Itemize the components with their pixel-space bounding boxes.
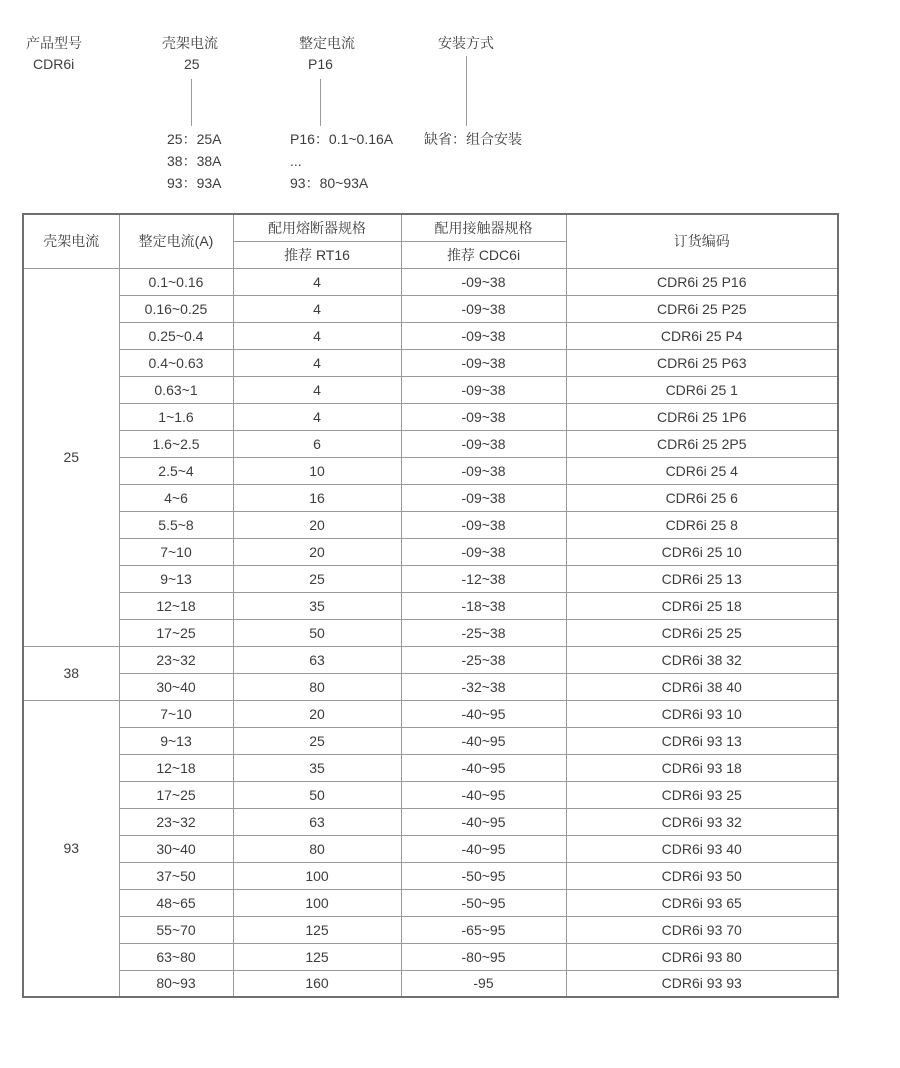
setting-current-cell: 0.63~1 [119,376,233,403]
setting-current-cell: 5.5~8 [119,511,233,538]
table-row [23,754,838,781]
order-code-cell: CDR6i 25 18 [566,592,838,619]
setting-current-cell: 12~18 [119,592,233,619]
order-code-cell: CDR6i 25 1P6 [566,403,838,430]
contactor-spec-cell: -09~38 [401,349,566,376]
table-row [23,376,838,403]
order-code-cell: CDR6i 93 40 [566,835,838,862]
table-row [23,592,838,619]
setting-current-cell: 0.25~0.4 [119,322,233,349]
contactor-spec-cell: -40~95 [401,781,566,808]
header-fuse-recommend: 推荐 RT16 [233,241,401,268]
order-code-cell: CDR6i 25 P4 [566,322,838,349]
order-code-cell: CDR6i 25 P25 [566,295,838,322]
order-code-cell: CDR6i 93 50 [566,862,838,889]
table-row [23,268,838,295]
fuse-spec-cell: 4 [233,376,401,403]
contactor-spec-cell: -09~38 [401,295,566,322]
fuse-spec-cell: 4 [233,295,401,322]
table-row [23,511,838,538]
frame-current-notes [167,128,221,194]
table-row [23,349,838,376]
table-row [23,808,838,835]
setting-current-cell: 9~13 [119,727,233,754]
frame-note: 93：93A [167,175,222,191]
order-code-cell: CDR6i 25 P63 [566,349,838,376]
contactor-spec-cell: -40~95 [401,835,566,862]
fuse-spec-cell: 50 [233,781,401,808]
order-code-cell: CDR6i 93 25 [566,781,838,808]
order-code-cell: CDR6i 25 8 [566,511,838,538]
order-code-cell: CDR6i 25 6 [566,484,838,511]
fuse-spec-cell: 20 [233,700,401,727]
order-code-cell: CDR6i 93 18 [566,754,838,781]
header-contactor-spec: 配用接触器规格 [401,214,566,241]
order-code-cell: CDR6i 25 2P5 [566,430,838,457]
order-code-cell: CDR6i 38 32 [566,646,838,673]
header-frame-current: 壳架电流 [23,214,119,268]
table-row [23,295,838,322]
fuse-spec-cell: 80 [233,835,401,862]
table-row [23,862,838,889]
frame-current-cell: 25 [23,268,119,646]
install-mode-notes [424,128,522,150]
header-setting-current: 整定电流(A) [119,214,233,268]
setting-current-cell: 30~40 [119,835,233,862]
order-code-cell: CDR6i 25 1 [566,376,838,403]
setting-current-cell: 17~25 [119,619,233,646]
order-code-cell: CDR6i 93 93 [566,970,838,997]
contactor-spec-cell: -25~38 [401,646,566,673]
setting-current-cell: 80~93 [119,970,233,997]
fuse-spec-cell: 100 [233,862,401,889]
table-row [23,430,838,457]
table-row [23,943,838,970]
table-row [23,619,838,646]
order-code-cell: CDR6i 93 32 [566,808,838,835]
table-row [23,646,838,673]
product-model-label: 产品型号 [26,35,82,51]
contactor-spec-cell: -09~38 [401,511,566,538]
fuse-spec-cell: 4 [233,322,401,349]
setting-current-cell: 0.1~0.16 [119,268,233,295]
contactor-spec-cell: -40~95 [401,700,566,727]
table-row [23,835,838,862]
fuse-spec-cell: 10 [233,457,401,484]
fuse-spec-cell: 4 [233,349,401,376]
setting-current-cell: 37~50 [119,862,233,889]
setting-current-cell: 17~25 [119,781,233,808]
setting-current-cell: 9~13 [119,565,233,592]
contactor-spec-cell: -95 [401,970,566,997]
setting-current-cell: 63~80 [119,943,233,970]
table-row [23,538,838,565]
frame-current-label: 壳架电流 [162,35,218,51]
frame-current-value: 25 [184,56,200,72]
install-note: 缺省：组合安装 [424,131,522,147]
setting-current-cell: 1~1.6 [119,403,233,430]
setting-current-cell: 0.4~0.63 [119,349,233,376]
order-table [22,213,839,998]
table-header-row [23,214,838,241]
fuse-spec-cell: 80 [233,673,401,700]
contactor-spec-cell: -50~95 [401,862,566,889]
contactor-spec-cell: -09~38 [401,484,566,511]
order-code-cell: CDR6i 25 13 [566,565,838,592]
order-code-cell: CDR6i 93 80 [566,943,838,970]
contactor-spec-cell: -65~95 [401,916,566,943]
table-row [23,700,838,727]
frame-connector-line [191,79,192,126]
table-row [23,673,838,700]
fuse-spec-cell: 160 [233,970,401,997]
header-order-code: 订货编码 [566,214,838,268]
order-code-cell: CDR6i 25 P16 [566,268,838,295]
fuse-spec-cell: 100 [233,889,401,916]
order-code-cell: CDR6i 38 40 [566,673,838,700]
fuse-spec-cell: 6 [233,430,401,457]
setting-current-cell: 55~70 [119,916,233,943]
contactor-spec-cell: -09~38 [401,403,566,430]
fuse-spec-cell: 35 [233,592,401,619]
fuse-spec-cell: 20 [233,538,401,565]
table-row [23,916,838,943]
contactor-spec-cell: -18~38 [401,592,566,619]
setting-current-cell: 1.6~2.5 [119,430,233,457]
frame-current-cell: 38 [23,646,119,700]
order-code-cell: CDR6i 25 25 [566,619,838,646]
contactor-spec-cell: -40~95 [401,808,566,835]
fuse-spec-cell: 25 [233,565,401,592]
header-fuse-spec: 配用熔断器规格 [233,214,401,241]
order-code-cell: CDR6i 25 4 [566,457,838,484]
setting-current-value: P16 [308,56,333,72]
contactor-spec-cell: -80~95 [401,943,566,970]
order-code-cell: CDR6i 93 65 [566,889,838,916]
table-row [23,781,838,808]
contactor-spec-cell: -32~38 [401,673,566,700]
table-row [23,457,838,484]
contactor-spec-cell: -09~38 [401,322,566,349]
setting-current-label: 整定电流 [299,35,355,51]
order-table-wrap [22,213,839,998]
setting-note: P16：0.1~0.16A [290,131,394,147]
fuse-spec-cell: 35 [233,754,401,781]
table-row [23,889,838,916]
setting-note: ... [290,153,302,169]
fuse-spec-cell: 4 [233,403,401,430]
setting-current-cell: 7~10 [119,538,233,565]
order-code-cell: CDR6i 93 10 [566,700,838,727]
setting-current-cell: 0.16~0.25 [119,295,233,322]
contactor-spec-cell: -12~38 [401,565,566,592]
table-row [23,565,838,592]
type-code-legend [0,0,900,213]
fuse-spec-cell: 63 [233,808,401,835]
fuse-spec-cell: 16 [233,484,401,511]
fuse-spec-cell: 20 [233,511,401,538]
contactor-spec-cell: -50~95 [401,889,566,916]
contactor-spec-cell: -40~95 [401,727,566,754]
contactor-spec-cell: -25~38 [401,619,566,646]
fuse-spec-cell: 50 [233,619,401,646]
fuse-spec-cell: 125 [233,943,401,970]
setting-connector-line [320,79,321,126]
frame-note: 38：38A [167,153,222,169]
setting-current-cell: 2.5~4 [119,457,233,484]
contactor-spec-cell: -09~38 [401,430,566,457]
setting-note: 93：80~93A [290,175,369,191]
order-code-cell: CDR6i 93 70 [566,916,838,943]
table-body [23,268,838,997]
setting-current-cell: 23~32 [119,646,233,673]
contactor-spec-cell: -09~38 [401,268,566,295]
contactor-spec-cell: -09~38 [401,538,566,565]
table-row [23,727,838,754]
product-model-value: CDR6i [33,56,75,72]
table-row [23,322,838,349]
table-row [23,970,838,997]
install-connector-line [466,56,467,126]
table-row [23,484,838,511]
setting-current-cell: 4~6 [119,484,233,511]
table-row [23,403,838,430]
setting-current-notes [290,128,393,194]
fuse-spec-cell: 125 [233,916,401,943]
setting-current-cell: 30~40 [119,673,233,700]
contactor-spec-cell: -09~38 [401,457,566,484]
header-contactor-recommend: 推荐 CDC6i [401,241,566,268]
fuse-spec-cell: 25 [233,727,401,754]
setting-current-cell: 12~18 [119,754,233,781]
contactor-spec-cell: -09~38 [401,376,566,403]
order-code-cell: CDR6i 25 10 [566,538,838,565]
frame-current-cell: 93 [23,700,119,997]
contactor-spec-cell: -40~95 [401,754,566,781]
install-mode-label: 安装方式 [438,35,494,51]
fuse-spec-cell: 63 [233,646,401,673]
setting-current-cell: 48~65 [119,889,233,916]
order-code-cell: CDR6i 93 13 [566,727,838,754]
frame-note: 25：25A [167,131,222,147]
setting-current-cell: 7~10 [119,700,233,727]
setting-current-cell: 23~32 [119,808,233,835]
fuse-spec-cell: 4 [233,268,401,295]
